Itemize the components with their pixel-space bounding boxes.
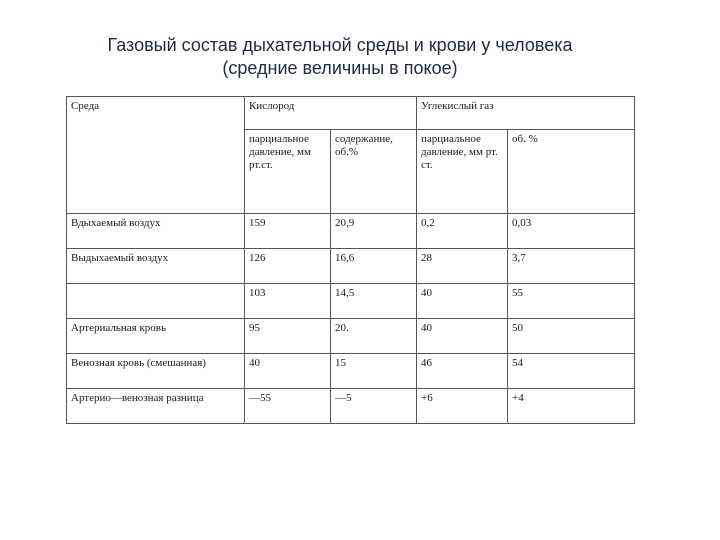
- cell-co2-pressure: 0,2: [417, 214, 508, 249]
- cell-co2-content: 55: [508, 284, 635, 319]
- cell-medium: [67, 284, 245, 319]
- cell-co2-pressure: 40: [417, 319, 508, 354]
- table-row: [67, 249, 635, 284]
- cell-co2-pressure: 40: [417, 284, 508, 319]
- table-row: [67, 354, 635, 389]
- cell-o2-pressure: 159: [245, 214, 331, 249]
- cell-o2-content: 20.: [331, 319, 417, 354]
- cell-o2-content: 16,6: [331, 249, 417, 284]
- cell-o2-content: —5: [331, 389, 417, 424]
- title-line-2: (средние величины в покое): [222, 58, 458, 78]
- cell-o2-pressure: —55: [245, 389, 331, 424]
- cell-o2-pressure: 95: [245, 319, 331, 354]
- header-o2-content: содержание, об.%: [331, 130, 417, 214]
- header-co2: Углекислый газ: [417, 97, 635, 130]
- table-row: [67, 389, 635, 424]
- cell-co2-content: 3,7: [508, 249, 635, 284]
- cell-o2-content: 15: [331, 354, 417, 389]
- header-medium: Среда: [67, 97, 245, 214]
- cell-o2-pressure: 40: [245, 354, 331, 389]
- header-row-1: [67, 97, 635, 130]
- cell-o2-content: 20,9: [331, 214, 417, 249]
- cell-co2-content: 54: [508, 354, 635, 389]
- cell-co2-pressure: 28: [417, 249, 508, 284]
- cell-co2-pressure: +6: [417, 389, 508, 424]
- page-title: [0, 34, 680, 80]
- header-oxygen: Кислород: [245, 97, 417, 130]
- cell-medium: Выдыхаемый воздух: [67, 249, 245, 284]
- gas-composition-table: [66, 96, 635, 424]
- cell-medium: Артериальная кровь: [67, 319, 245, 354]
- cell-medium: Артерио—венозная разница: [67, 389, 245, 424]
- cell-medium: Вдыхаемый воздух: [67, 214, 245, 249]
- cell-medium: Венозная кровь (смешанная): [67, 354, 245, 389]
- header-co2-content: об. %: [508, 130, 635, 214]
- table-row: [67, 284, 635, 319]
- cell-co2-content: +4: [508, 389, 635, 424]
- header-co2-pressure: парциальное давление, мм рт. ст.: [417, 130, 508, 214]
- table-row: [67, 214, 635, 249]
- cell-co2-content: 50: [508, 319, 635, 354]
- cell-o2-pressure: 103: [245, 284, 331, 319]
- title-line-1: Газовый состав дыхательной среды и крови у человека: [107, 35, 573, 55]
- header-o2-pressure: парциальное давление, мм рт.ст.: [245, 130, 331, 214]
- cell-co2-pressure: 46: [417, 354, 508, 389]
- cell-co2-content: 0,03: [508, 214, 635, 249]
- table-row: [67, 319, 635, 354]
- cell-o2-content: 14,5: [331, 284, 417, 319]
- cell-o2-pressure: 126: [245, 249, 331, 284]
